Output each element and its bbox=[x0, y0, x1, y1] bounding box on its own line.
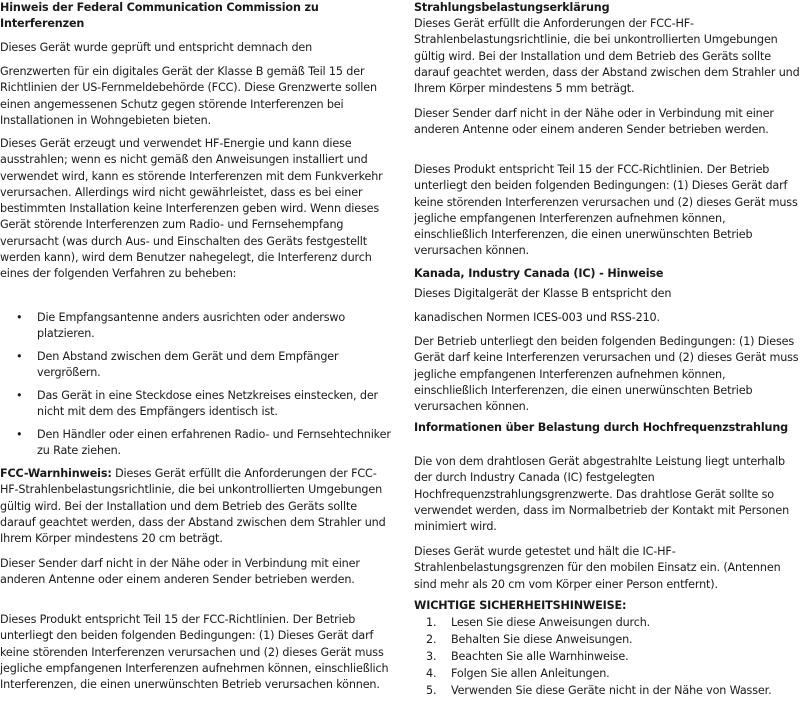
fcc-warning-text: Dieses Gerät erfüllt die Anforderungen der FCC-HF-Strahlenbelastungsrichtlinie, die bei unkontrollierten Umgebungen gültig wird. Bei der Installation und dem Betrieb des Geräts sollte darauf geachtet werden, dass der Abstand zwischen dem Strahler und Ihrem Körper mindestens 20 cm beträgt. bbox=[0, 467, 386, 546]
rf-exposure-text: Die von dem drahtlosen Gerät abgestrahlte Leistung liegt unterhalb der durch Industry Canada (IC) festgelegten Hochfrequenzstrahlungsgrenzwerte. Das drahtlose Gerät sollte so verwendet werden, dass im Normalbetrieb der Kontakt mit Personen minimiert wird. bbox=[414, 455, 790, 534]
list-item bbox=[414, 632, 802, 648]
fcc-paragraph-4: Dieser Sender darf nicht in der Nähe oder in Verbindung mit einer anderen Antenne oder einem anderen Sender betrieben werden. bbox=[0, 557, 360, 587]
list-item bbox=[414, 615, 802, 631]
item-text: Behalten Sie diese Anweisungen. bbox=[451, 633, 633, 646]
right-paragraph-5: Dieses Gerät wurde getestet und hält die IC-HF-Strahlenbelastungsgrenzen für den mobilen Einsatz ein. (Antennen sind mehr als 20 cm vom Körper einer Person entfernt). bbox=[414, 545, 781, 591]
right-paragraph-1: Dieser Sender darf nicht in der Nähe oder in Verbindung mit einer anderen Antenne oder einem anderen Sender betrieben werden. bbox=[414, 107, 774, 137]
fcc-paragraph-2: Grenzwerten für ein digitales Gerät der Klasse B gemäß Teil 15 der Richtlinien der US-Fernmeldebehörde (FCC). Diese Grenzwerte sollen einen angemessenen Schutz gegen störende Interferenzen bei Installationen in Wohngebieten bieten. bbox=[0, 65, 377, 127]
list-item bbox=[414, 683, 802, 699]
fcc-interference-heading: Hinweis der Federal Communication Commission zu Interferenzen bbox=[0, 1, 319, 31]
fcc-paragraph-3: Dieses Gerät erzeugt und verwendet HF-Energie und kann diese ausstrahlen; wenn es nicht gemäß den Anweisungen installiert und verwendet wird, kann es störende Interferenzen mit dem Funkverkehr verursachen. Allerdings wird nicht gewährleistet, dass es bei einer bestimmten Installation keine Interferenzen geben wird. Wenn dieses Gerät störende Interferenzen zum Radio- und Fernsehempfang verursacht (was durch Aus- und Einschalten des Geräts festgestellt werden kann), wird dem Benutzer nahegelegt, die Interferenz durch eines der folgenden Verfahren zu beheben: bbox=[0, 137, 383, 281]
item-number: 3. bbox=[426, 650, 437, 663]
list-item: • Den Abstand zwischen dem Gerät und dem Empfänger vergrößern. bbox=[0, 349, 392, 382]
list-item bbox=[414, 649, 802, 665]
list-item: • Die Empfangsantenne anders ausrichten oder anderswo platzieren. bbox=[0, 310, 392, 343]
right-paragraph-3: kanadischen Normen ICES-003 und RSS-210. bbox=[414, 311, 660, 324]
item-number: 5. bbox=[426, 684, 437, 697]
item-number: 2. bbox=[426, 633, 437, 646]
item-text: Beachten Sie alle Warnhinweise. bbox=[451, 650, 629, 663]
item-number: 4. bbox=[426, 667, 437, 680]
canada-heading: Kanada, Industry Canada (IC) - Hinweise bbox=[414, 267, 664, 280]
fcc-paragraph-5: Dieses Produkt entspricht Teil 15 der FCC-Richtlinien. Der Betrieb unterliegt den beiden folgenden Bedingungen: (1) Dieses Gerät darf keine störenden Interferenzen verursachen und (2) dieses Gerät muss jegliche empfangenen Interferenzen aufnehmen können, einschließlich Interferenzen, die einen unerwünschten Betrieb verursachen können. bbox=[0, 613, 389, 692]
radiation-text: Dieses Gerät erfüllt die Anforderungen der FCC-HF-Strahlenbelastungsrichtlinie, die bei unkontrollierten Umgebungen gültig wird. Bei der Installation und dem Betrieb des Geräts sollte darauf geachtet werden, dass der Abstand zwischen dem Strahler und Ihrem Körper mindestens 5 mm beträgt. bbox=[414, 17, 800, 96]
rf-exposure-heading: Informationen über Belastung durch Hochfrequenzstrahlung bbox=[414, 421, 789, 434]
item-text: Folgen Sie allen Anleitungen. bbox=[451, 667, 610, 680]
fcc-paragraph-1: Dieses Gerät wurde geprüft und entspricht demnach den bbox=[0, 41, 313, 54]
item-text: Lesen Sie diese Anweisungen durch. bbox=[451, 616, 651, 629]
fcc-warning-paragraph bbox=[0, 466, 392, 547]
list-item: • Den Händler oder einen erfahrenen Radio- und Fernsehtechniker zu Rate ziehen. bbox=[0, 427, 392, 460]
fcc-warning-label: FCC-Warnhinweis: bbox=[0, 467, 112, 480]
canada-text: Dieses Digitalgerät der Klasse B entspricht den bbox=[414, 287, 672, 300]
safety-heading: WICHTIGE SICHERHEITSHINWEISE: bbox=[414, 599, 627, 612]
item-number: 1. bbox=[426, 616, 437, 629]
item-text: Verwenden Sie diese Geräte nicht in der Nähe von Wasser. bbox=[451, 684, 772, 697]
radiation-heading: Strahlungsbelastungserklärung bbox=[414, 1, 610, 14]
list-item bbox=[414, 666, 802, 682]
list-item: • Das Gerät in eine Steckdose eines Netzkreises einstecken, der nicht mit dem des Empfängers identisch ist. bbox=[0, 388, 392, 421]
right-paragraph-2: Dieses Produkt entspricht Teil 15 der FCC-Richtlinien. Der Betrieb unterliegt den beiden folgenden Bedingungen: (1) Dieses Gerät darf keine störenden Interferenzen verursachen und (2) dieses Gerät muss jegliche empfangenen Interferenzen aufnehmen können, einschließlich Interferenzen, die einen unerwünschten Betrieb verursachen können. bbox=[414, 163, 798, 258]
right-paragraph-4: Der Betrieb unterliegt den beiden folgenden Bedingungen: (1) Dieses Gerät darf keine Interferenzen verursachen und (2) dieses Gerät muss jegliche empfangenen Interferenzen aufnehmen können, einschließlich Interferenzen, die einen unerwünschten Betrieb verursachen können. bbox=[414, 335, 799, 414]
